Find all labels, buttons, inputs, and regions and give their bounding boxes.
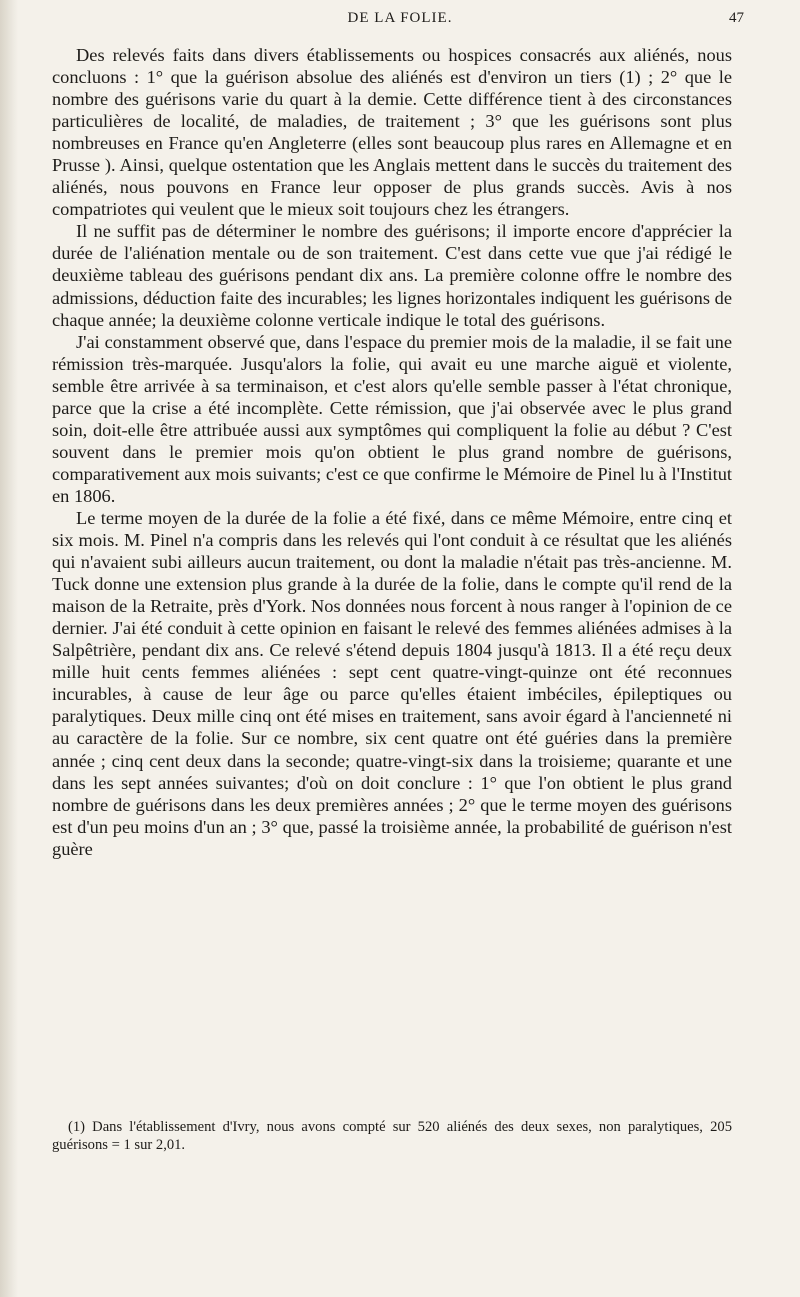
- footnote-text: (1) Dans l'établissement d'Ivry, nous avons compté sur 520 aliénés des deux sexes, non paralytiques, 205 guérisons = 1 sur 2,01.: [52, 1119, 732, 1153]
- paragraph: J'ai constamment observé que, dans l'espace du premier mois de la maladie, il se fait une rémission très-marquée. Jusqu'alors la folie, qui avait eu une marche aiguë et violente, semble être arrivée à sa terminaison, et c'est alors qu'elle semble passer à l'état chronique, parce que la crise a été incomplète. Cette rémission, que j'ai observée avec le plus grand soin, doit-elle être attribuée aussi aux symptômes qui compliquent la folie au début ? C'est souvent dans le premier mois qu'on obtient le plus grand nombre de guérisons, comparativement aux mois suivants; c'est ce que confirme le Mémoire de Pinel lu à l'Institut en 1806.: [52, 331, 732, 506]
- footnote: [52, 1118, 732, 1154]
- paragraph: Des relevés faits dans divers établissements ou hospices consacrés aux aliénés, nous concluons : 1° que la guérison absolue des aliénés est d'environ un tiers (1) ; 2° que le nombre des guérisons varie du quart à la demie. Cette différence tient à des circonstances particulières de localité, de maladies, de traitement ; 3° que les guérisons sont plus nombreuses en France qu'en Angleterre (elles sont beaucoup plus rares en Allemagne et en Prusse ). Ainsi, quelque ostentation que les Anglais mettent dans le succès du traitement des aliénés, nous pouvons en France leur opposer de plus grands succès. Avis à nos compatriotes qui veulent que le mieux soit toujours chez les étrangers.: [52, 45, 732, 220]
- paragraph: Le terme moyen de la durée de la folie a été fixé, dans ce même Mémoire, entre cinq et six mois. M. Pinel n'a compris dans les relevés qui l'ont conduit à ce résultat que les aliénés qui n'avaient subi ailleurs aucun traitement, ou dont la maladie n'était pas très-ancienne. M. Tuck donne une extension plus grande à la durée de la folie, dans le compte qu'il rend de la maison de la Retraite, près d'York. Nos données nous forcent à nous ranger à l'opinion de ce dernier. J'ai été conduit à cette opinion en faisant le relevé des femmes aliénées admises à la Salpêtrière, pendant dix ans. Ce relevé s'étend depuis 1804 jusqu'à 1813. Il a été reçu deux mille huit cents femmes aliénées : sept cent quatre-vingt-quinze ont été reconnues incurables, à cause de leur âge ou parce qu'elles étaient imbéciles, épileptiques ou paralytiques. Deux mille cinq ont été mises en traitement, sans avoir égard à l'ancienneté ni au caractère de la folie. Sur ce nombre, six cent quatre ont été guéries dans la première année ; cinq cent deux dans la seconde; quatre-vingt-six dans la troisieme; quarante et une dans les sept années suivantes; d'où on doit conclure : 1° que l'on obtient le plus grand nombre de guérisons dans les deux premières années ; 2° que le terme moyen des guérisons est d'un peu moins d'un an ; 3° que, passé la troisième année, la probabilité de guérison n'est guère: [52, 507, 732, 859]
- paragraph: Il ne suffit pas de déterminer le nombre des guérisons; il importe encore d'apprécier la durée de l'aliénation mentale ou de son traitement. C'est dans cette vue que j'ai rédigé le deuxième tableau des guérisons pendant dix ans. La première colonne offre le nombre des admissions, déduction faite des incurables; les lignes horizontales indiquent les guérisons de chaque année; la deuxième colonne verticale indique le total des guérisons.: [52, 221, 732, 330]
- running-title: DE LA FOLIE.: [347, 10, 453, 26]
- body-text: [52, 44, 732, 860]
- binding-shadow: [0, 0, 18, 1297]
- page-number: 47: [729, 10, 744, 26]
- page-header: [40, 10, 760, 34]
